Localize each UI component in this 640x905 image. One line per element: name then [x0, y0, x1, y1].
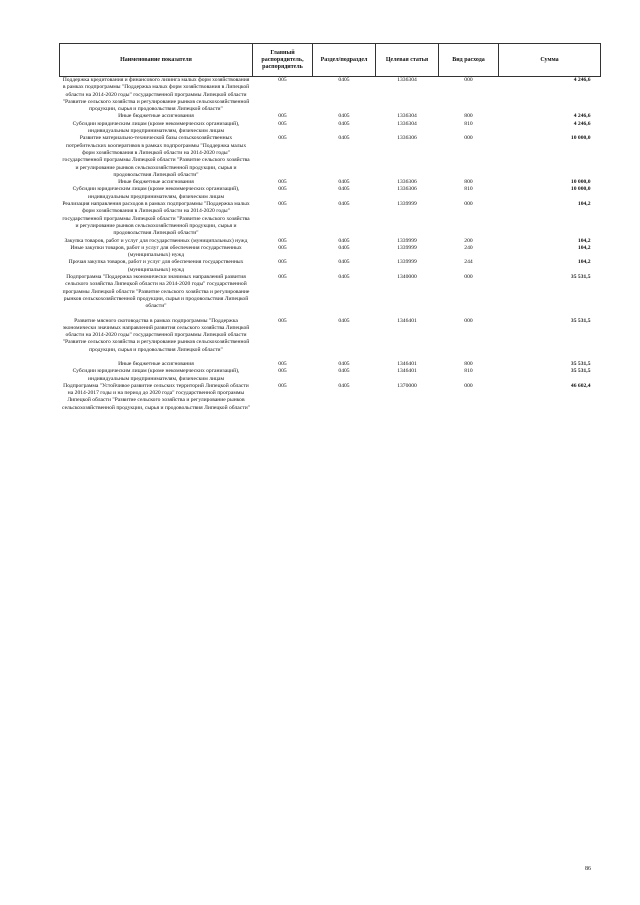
row-type: 800 — [464, 113, 473, 120]
table-row — [60, 238, 601, 245]
row-target: 1346401 — [397, 368, 417, 375]
row-grbs: 005 — [278, 77, 287, 83]
row-grbs: 005 — [278, 135, 287, 142]
row-section: 0405 — [338, 113, 350, 120]
row-target: 1336306 — [397, 179, 417, 186]
row-grbs: 005 — [278, 368, 287, 375]
row-section: 0405 — [338, 317, 350, 324]
row-grbs: 005 — [278, 360, 287, 367]
row-section: 0405 — [338, 120, 350, 127]
row-type: 240 — [464, 244, 473, 251]
row-target: 1336306 — [397, 135, 417, 142]
row-type: 800 — [464, 360, 473, 367]
row-section: 0405 — [338, 274, 350, 281]
row-grbs: 005 — [278, 120, 287, 127]
row-grbs: 005 — [278, 113, 287, 120]
row-target: 1346401 — [397, 317, 417, 324]
row-name: Развитие мясного скотоводства в рамках подпрограммы "Поддержка экономически значимых направлений развития сельского хозяйства Липецкой области на 2014-2020 годы" государственной программы Липецкой области "Развитие сельского хозяйства и регулирование рынков сельскохозяйственной продукции, сырья и продовольствия Липецкой области" — [62, 317, 250, 353]
row-target: 1339999 — [397, 201, 417, 208]
row-grbs: 005 — [278, 274, 287, 281]
row-target: 1339999 — [397, 244, 417, 251]
row-name: Подпрограмма "Поддержка экономически значимых направлений развития сельского хозяйства Липецкой области на 2014-2020 годы" государственной программы Липецкой области "Развитие сельского хозяйства и регулирование рынков сельскохозяйственной продукции, сырья и продовольствия Липецкой области" — [62, 274, 250, 310]
page-number: 86 — [585, 866, 591, 872]
table-row — [60, 383, 601, 412]
table-row — [60, 77, 601, 114]
row-name: Подпрограмма "Устойчивое развитие сельских территорий Липецкой области на 2014-2017 годы и на период до 2020 года" государственной программы Липецкой области "Развитие сельского хозяйства и регулирование рынков сельскохозяйственной продукции, сырья и продовольствия Липецкой области" — [62, 382, 250, 411]
row-name: Иные бюджетные ассигнования — [118, 179, 194, 186]
row-target: 1336304 — [397, 77, 417, 83]
row-type: 000 — [464, 77, 473, 83]
row-type: 000 — [464, 135, 473, 142]
table-row — [60, 135, 601, 179]
table-row — [60, 368, 601, 383]
table-row — [60, 245, 601, 260]
row-sum: 35 531,5 — [570, 368, 591, 375]
row-target: 1339999 — [397, 237, 417, 244]
row-type: 000 — [464, 317, 473, 324]
header-target: Целевая статья — [376, 44, 439, 77]
row-grbs: 005 — [278, 259, 287, 266]
table-row — [60, 121, 601, 136]
row-target: 1336306 — [397, 186, 417, 193]
row-type: 800 — [464, 179, 473, 186]
row-section: 0405 — [338, 360, 350, 367]
header-grbs: Главный распорядитель, распорядитель — [253, 44, 313, 77]
row-type: 000 — [464, 382, 473, 389]
row-name: Иные бюджетные ассигнования — [118, 113, 194, 120]
row-grbs: 005 — [278, 237, 287, 244]
row-target: 1336304 — [397, 120, 417, 127]
row-grbs: 005 — [278, 317, 287, 324]
row-name: Иные бюджетные ассигнования — [118, 360, 194, 367]
row-target: 1340000 — [397, 274, 417, 281]
row-grbs: 005 — [278, 244, 287, 251]
row-sum: 104,2 — [577, 244, 591, 251]
table-row — [60, 318, 601, 361]
table-row — [60, 274, 601, 317]
table-row — [60, 259, 601, 274]
row-section: 0405 — [338, 259, 350, 266]
row-section: 0405 — [338, 368, 350, 375]
row-sum: 10 000,0 — [570, 135, 591, 142]
row-type: 200 — [464, 237, 473, 244]
table-row — [60, 113, 601, 120]
row-grbs: 005 — [278, 201, 287, 208]
row-target: 1346401 — [397, 360, 417, 367]
row-section: 0405 — [338, 201, 350, 208]
row-name: Субсидии юридическим лицам (кроме некоммерческих организаций), индивидуальным предпринимателям, физическим лицам — [72, 186, 240, 200]
row-target: 1336304 — [397, 113, 417, 120]
row-section: 0405 — [338, 135, 350, 142]
header-sum: Сумма — [499, 44, 601, 77]
header-name: Наименование показателя — [60, 44, 253, 77]
row-section: 0405 — [338, 244, 350, 251]
row-grbs: 005 — [278, 179, 287, 186]
row-name: Развитие материально-технической базы сельскохозяйственных потребительских кооперативов в рамках подпрограммы "Поддержка малых форм хозяйствования в Липецкой области на 2014-2020 годы" государственной программы Липецкой области "Развитие сельского хозяйства и регулирование рынков сельскохозяйственной продукции, сырья и продовольствия Липецкой области" — [62, 135, 250, 178]
row-sum: 104,2 — [577, 259, 591, 266]
row-section: 0405 — [338, 382, 350, 389]
row-section: 0405 — [338, 77, 350, 83]
row-name: Реализация направления расходов в рамках подпрограммы "Поддержка малых форм хозяйствования в Липецкой области на 2014-2020 годы" государственной программы Липецкой области "Развитие сельского хозяйства и регулирование рынков сельскохозяйственной продукции, сырья и продовольствия Липецкой области" — [62, 201, 250, 237]
row-name: Закупка товаров, работ и услуг для государственных (муниципальных) нужд — [64, 237, 248, 244]
row-type: 000 — [464, 201, 473, 208]
row-sum: 35 531,5 — [570, 317, 591, 324]
row-grbs: 005 — [278, 186, 287, 193]
row-sum: 46 602,4 — [570, 382, 591, 389]
row-sum: 104,2 — [577, 237, 591, 244]
row-name: Субсидии юридическим лицам (кроме некоммерческих организаций), индивидуальным предпринимателям, физическим лицам — [72, 120, 240, 135]
row-type: 810 — [464, 120, 473, 127]
row-sum: 10 000,0 — [570, 179, 591, 186]
table-row — [60, 201, 601, 237]
row-sum: 35 531,5 — [570, 360, 591, 367]
row-target: 1339999 — [397, 259, 417, 266]
row-sum: 35 531,5 — [570, 274, 591, 281]
budget-table-sheet — [59, 43, 600, 412]
row-section: 0405 — [338, 179, 350, 186]
header-expense-type: Вид расхода — [439, 44, 499, 77]
table-header-row — [60, 44, 601, 77]
row-name: Поддержка кредитования и финансового лизинга малых форм хозяйствования в рамках подпрограммы "Поддержка малых форм хозяйствования в Липецкой области на 2014-2020 годы" государственной программы Липецкой области "Развитие сельского хозяйства и регулирование рынков сельскохозяйственной продукции, сырья и продовольствия Липецкой области" — [62, 77, 250, 113]
row-name: Прочая закупка товаров, работ и услуг для обеспечения государственных (муниципальных) нужд — [68, 259, 244, 273]
row-type: 810 — [464, 368, 473, 375]
row-type: 810 — [464, 186, 473, 193]
row-sum: 104,2 — [577, 201, 591, 208]
row-type: 244 — [464, 259, 473, 266]
row-sum: 10 000,0 — [570, 186, 591, 193]
row-name: Иные закупки товаров, работ и услуг для обеспечения государственных (муниципальных) нужд — [70, 244, 242, 259]
budget-table — [59, 43, 601, 412]
row-sum: 4 246,6 — [573, 113, 591, 120]
row-name: Субсидии юридическим лицам (кроме некоммерческих организаций), индивидуальным предпринимателям, физическим лицам — [72, 368, 240, 382]
row-section: 0405 — [338, 186, 350, 193]
header-section: Раздел/подраздел — [313, 44, 376, 77]
row-sum: 4 246,6 — [573, 77, 591, 83]
row-grbs: 005 — [278, 382, 287, 389]
row-target: 1370000 — [397, 382, 417, 389]
row-section: 0405 — [338, 237, 350, 244]
table-row — [60, 186, 601, 201]
row-type: 000 — [464, 274, 473, 281]
row-sum: 4 246,6 — [573, 120, 591, 127]
